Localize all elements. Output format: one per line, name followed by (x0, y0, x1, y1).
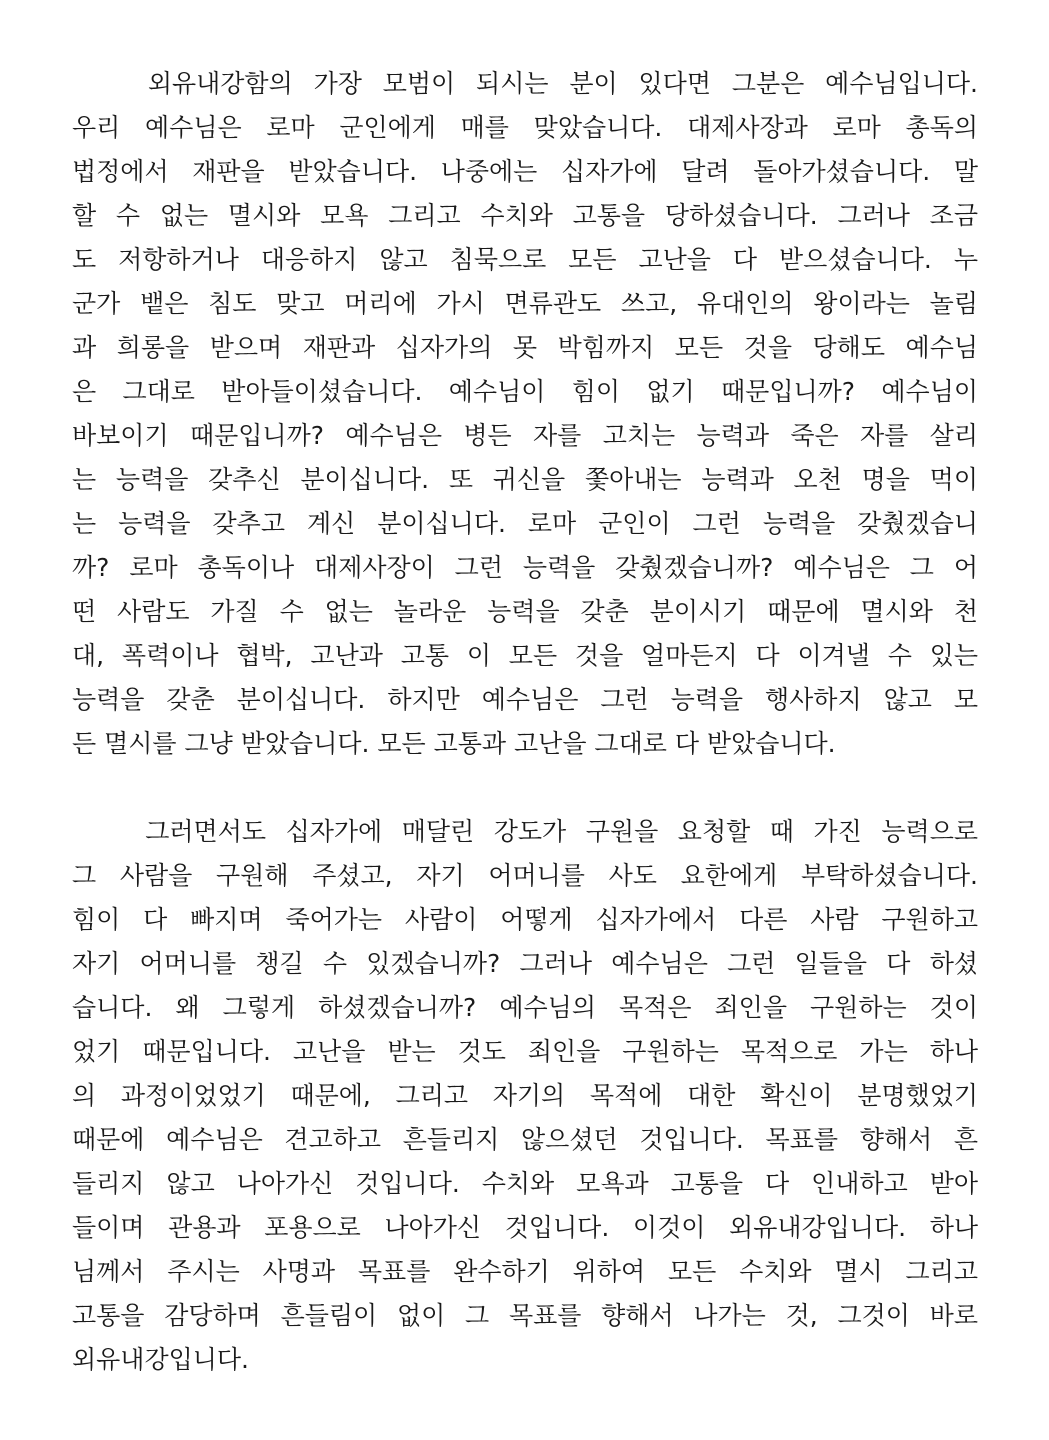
text-line: 는 능력을 갖추고 계신 분이십니다. 로마 군인이 그런 능력을 갖췄겠습니 (72, 509, 978, 538)
text-line: 군가 뱉은 침도 맞고 머리에 가시 면류관도 쓰고, 유대인의 왕이라는 놀림 (72, 289, 978, 318)
text-line: 든 멸시를 그냥 받았습니다. 모든 고통과 고난을 그대로 다 받았습니다. (72, 729, 836, 758)
text-line: 때문에 예수님은 견고하고 흔들리지 않으셨던 것입니다. 목표를 향해서 흔 (72, 1125, 978, 1154)
text-line: 고통을 감당하며 흔들림이 없이 그 목표를 향해서 나가는 것, 그것이 바로 (72, 1301, 978, 1330)
text-line: 들리지 않고 나아가신 것입니다. 수치와 모욕과 고통을 다 인내하고 받아 (72, 1169, 978, 1198)
text-line: 었기 때문입니다. 고난을 받는 것도 죄인을 구원하는 목적으로 가는 하나 (72, 1037, 978, 1066)
text-line: 습니다. 왜 그렇게 하셨겠습니까? 예수님의 목적은 죄인을 구원하는 것이 (72, 993, 978, 1022)
paragraph-spacer (72, 766, 978, 810)
text-line: 할 수 없는 멸시와 모욕 그리고 수치와 고통을 당하셨습니다. 그러나 조금 (72, 201, 978, 230)
text-line: 대, 폭력이나 협박, 고난과 고통 이 모든 것을 얼마든지 다 이겨낼 수 있는 (72, 641, 978, 670)
text-line: 는 능력을 갖추신 분이십니다. 또 귀신을 쫓아내는 능력과 오천 명을 먹이 (72, 465, 978, 494)
paragraph-2 (72, 810, 978, 1382)
text-line: 우리 예수님은 로마 군인에게 매를 맞았습니다. 대제사장과 로마 총독의 (72, 113, 978, 142)
text-line: 의 과정이었었기 때문에, 그리고 자기의 목적에 대한 확신이 분명했었기 (72, 1081, 978, 1110)
text-line: 은 그대로 받아들이셨습니다. 예수님이 힘이 없기 때문입니까? 예수님이 (72, 377, 978, 406)
paragraph-1 (72, 62, 978, 766)
text-line: 도 저항하거나 대응하지 않고 침묵으로 모든 고난을 다 받으셨습니다. 누 (72, 245, 978, 274)
text-line: 그러면서도 십자가에 매달린 강도가 구원을 요청할 때 가진 능력으로 (72, 817, 978, 846)
text-line: 자기 어머니를 챙길 수 있겠습니까? 그러나 예수님은 그런 일들을 다 하셨 (72, 949, 978, 978)
text-line: 법정에서 재판을 받았습니다. 나중에는 십자가에 달려 돌아가셨습니다. 말 (72, 157, 978, 186)
text-line: 그 사람을 구원해 주셨고, 자기 어머니를 사도 요한에게 부탁하셨습니다. (72, 861, 978, 890)
text-line: 힘이 다 빠지며 죽어가는 사람이 어떻게 십자가에서 다른 사람 구원하고 (72, 905, 978, 934)
text-line: 능력을 갖춘 분이십니다. 하지만 예수님은 그런 능력을 행사하지 않고 모 (72, 685, 978, 714)
text-line: 외유내강함의 가장 모범이 되시는 분이 있다면 그분은 예수님입니다. (72, 69, 978, 98)
text-line: 님께서 주시는 사명과 목표를 완수하기 위하여 모든 수치와 멸시 그리고 (72, 1257, 978, 1286)
text-line: 외유내강입니다. (72, 1345, 249, 1374)
text-line: 들이며 관용과 포용으로 나아가신 것입니다. 이것이 외유내강입니다. 하나 (72, 1213, 978, 1242)
text-line: 바보이기 때문입니까? 예수님은 병든 자를 고치는 능력과 죽은 자를 살리 (72, 421, 978, 450)
text-line: 까? 로마 총독이나 대제사장이 그런 능력을 갖췄겠습니까? 예수님은 그 어 (72, 553, 978, 582)
text-line: 과 희롱을 받으며 재판과 십자가의 못 박힘까지 모든 것을 당해도 예수님 (72, 333, 978, 362)
text-line: 떤 사람도 가질 수 없는 놀라운 능력을 갖춘 분이시기 때문에 멸시와 천 (72, 597, 978, 626)
document-page (72, 62, 978, 1402)
